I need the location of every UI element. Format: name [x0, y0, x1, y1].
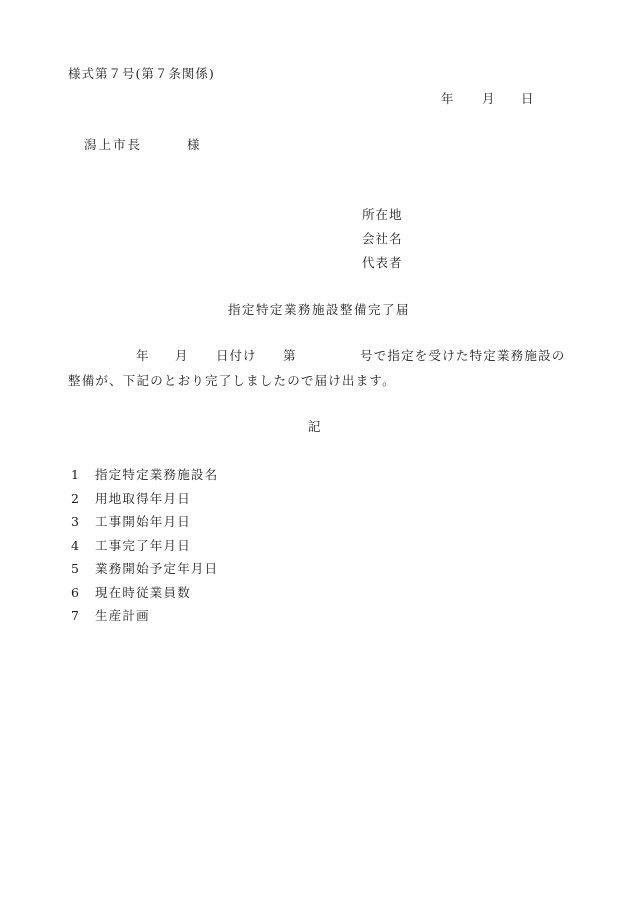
- list-item-label: 工事完了年月日: [95, 538, 191, 553]
- list-item-label: 工事開始年月日: [95, 514, 191, 529]
- list-item-number: 7: [71, 608, 79, 623]
- body-dai: 第: [283, 348, 296, 363]
- list-item-label: 指定特定業務施設名: [95, 467, 219, 482]
- ki-heading: 記: [308, 419, 321, 434]
- recipient-name: 潟上市長: [84, 137, 143, 152]
- list-item-number: 5: [71, 561, 79, 576]
- applicant-representative-label: 代表者: [362, 255, 403, 270]
- list-item-number: 3: [71, 514, 79, 529]
- form-number: 様式第７号(第７条関係): [68, 66, 215, 81]
- date-year-label: 年: [441, 91, 454, 106]
- list-item-number: 2: [71, 491, 79, 506]
- applicant-company-label: 会社名: [362, 231, 403, 246]
- body-year: 年: [136, 348, 149, 363]
- body-line1-rest: 号で指定を受けた特定業務施設の: [360, 348, 566, 363]
- date-day-label: 日: [521, 91, 534, 106]
- body-day-dated: 日付け: [216, 348, 257, 363]
- document-title: 指定特定業務施設整備完了届: [228, 302, 411, 317]
- list-item-label: 用地取得年月日: [95, 491, 191, 506]
- list-item-number: 4: [71, 538, 79, 553]
- list-item-label: 生産計画: [95, 608, 150, 623]
- list-item-label: 業務開始予定年月日: [95, 561, 219, 576]
- body-month: 月: [175, 348, 188, 363]
- body-line2: 整備が、下記のとおり完了しましたので届け出ます。: [68, 373, 396, 388]
- applicant-address-label: 所在地: [362, 207, 403, 222]
- recipient-honorific: 様: [187, 137, 200, 152]
- date-month-label: 月: [482, 91, 495, 106]
- list-item-label: 現在時従業員数: [95, 585, 191, 600]
- list-item-number: 1: [71, 467, 79, 482]
- list-item-number: 6: [71, 585, 79, 600]
